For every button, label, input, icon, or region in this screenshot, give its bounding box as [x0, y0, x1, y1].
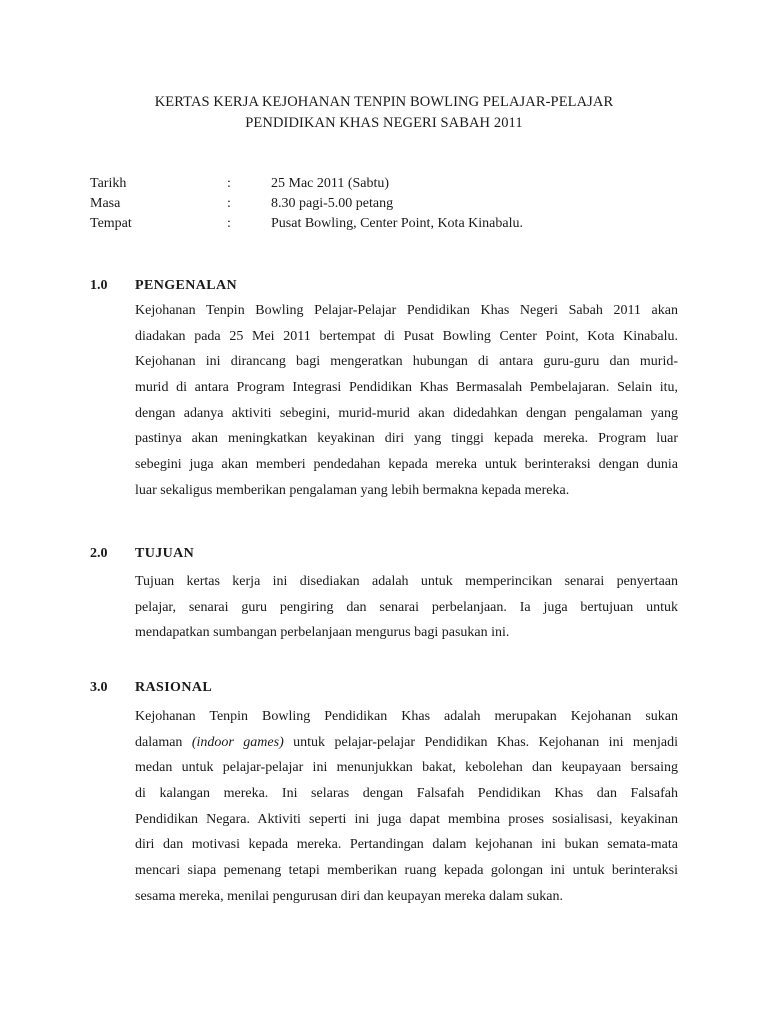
info-row-masa — [90, 194, 690, 214]
section-number: 1.0 — [90, 278, 108, 293]
info-colon: : — [227, 196, 231, 211]
info-label: Masa — [90, 196, 121, 211]
paragraph-line: mencari siapa pemenang tetapi memberikan ruang kepada golongan ini untuk berinteraksi — [135, 863, 678, 879]
paragraph-line: mendapatkan sumbangan perbelanjaan mengurus bagi pasukan ini. — [135, 625, 510, 640]
info-value: Pusat Bowling, Center Point, Kota Kinabalu. — [271, 216, 523, 231]
info-colon: : — [227, 216, 231, 231]
section-paragraph-tujuan — [135, 569, 678, 646]
paragraph-line-with-italic — [135, 730, 678, 756]
info-row-tempat — [90, 214, 690, 234]
info-colon: : — [227, 176, 231, 191]
paragraph-line: luar sekaligus memberikan pengalaman yang lebih bermakna kepada mereka. — [135, 482, 570, 498]
paragraph-line: sesama mereka, menilai pengurusan diri dan keupayan mereka dalam sukan. — [135, 888, 564, 904]
italic-term: (indoor games) — [191, 734, 284, 750]
paragraph-line: diri dan motivasi kepada mereka. Pertandingan dalam kejohanan ini bukan semata-mata — [135, 837, 678, 853]
document-title-line-2: PENDIDIKAN KHAS NEGERI SABAH 2011 — [245, 115, 523, 131]
section-heading-tujuan: TUJUAN — [135, 546, 195, 561]
info-label: Tempat — [90, 216, 132, 231]
paragraph-line: Tujuan kertas kerja ini disediakan adalah untuk memperincikan senarai penyertaan — [135, 574, 678, 589]
section-paragraph-rasional — [135, 704, 678, 910]
line-text: untuk pelajar-pelajar Pendidikan Khas. Kejohanan ini menjadi — [283, 734, 678, 750]
paragraph-line: pastinya akan meningkatkan keyakinan diri yang tinggi kepada mereka. Program luar — [135, 431, 678, 447]
info-value: 8.30 pagi-5.00 petang — [271, 196, 394, 211]
paragraph-line: diadakan pada 25 Mei 2011 bertempat di Pusat Bowling Center Point, Kota Kinabalu. — [135, 328, 678, 344]
section-heading-rasional: RASIONAL — [135, 680, 213, 695]
section-heading-pengenalan: PENGENALAN — [135, 278, 238, 293]
paragraph-line: dengan adanya aktiviti sebegini, murid-murid akan didedahkan dengan pengalaman yang — [135, 405, 678, 421]
info-label: Tarikh — [90, 176, 127, 191]
info-row-tarikh — [90, 174, 690, 194]
paragraph-line: pelajar, senarai guru pengiring dan senarai perbelanjaan. Ia juga bertujuan untuk — [135, 599, 678, 615]
paragraph-line: sebegini juga akan memberi pendedahan kepada mereka untuk berinteraksi dengan dunia — [135, 457, 678, 473]
paragraph-line: di kalangan mereka. Ini selaras dengan Falsafah Pendidikan Khas dan Falsafah — [135, 786, 678, 802]
section-paragraph-pengenalan — [135, 298, 678, 504]
document-title-line-1: KERTAS KERJA KEJOHANAN TENPIN BOWLING PELAJAR-PELAJAR — [154, 94, 614, 110]
line-text: dalaman — [135, 734, 192, 750]
paragraph-line: murid di antara Program Integrasi Pendidikan Khas Bermasalah Pembelajaran. Selain itu, — [135, 380, 678, 396]
section-number: 2.0 — [90, 546, 108, 561]
info-value: 25 Mac 2011 (Sabtu) — [271, 176, 390, 191]
paragraph-line: Kejohanan Tenpin Bowling Pelajar-Pelajar Pendidikan Khas Negeri Sabah 2011 akan — [135, 303, 678, 318]
paragraph-line: medan untuk pelajar-pelajar ini menunjukkan bakat, kebolehan dan keupayaan bersaing — [135, 760, 678, 776]
paragraph-line: Pendidikan Negara. Aktiviti seperti ini juga dapat membina proses sosialisasi, keyakinan — [135, 811, 678, 827]
paragraph-line: Kejohanan Tenpin Bowling Pendidikan Khas adalah merupakan Kejohanan sukan — [135, 709, 678, 724]
paragraph-line: Kejohanan ini dirancang bagi mengeratkan hubungan di antara guru-guru dan murid- — [135, 354, 678, 370]
section-number: 3.0 — [90, 680, 108, 695]
